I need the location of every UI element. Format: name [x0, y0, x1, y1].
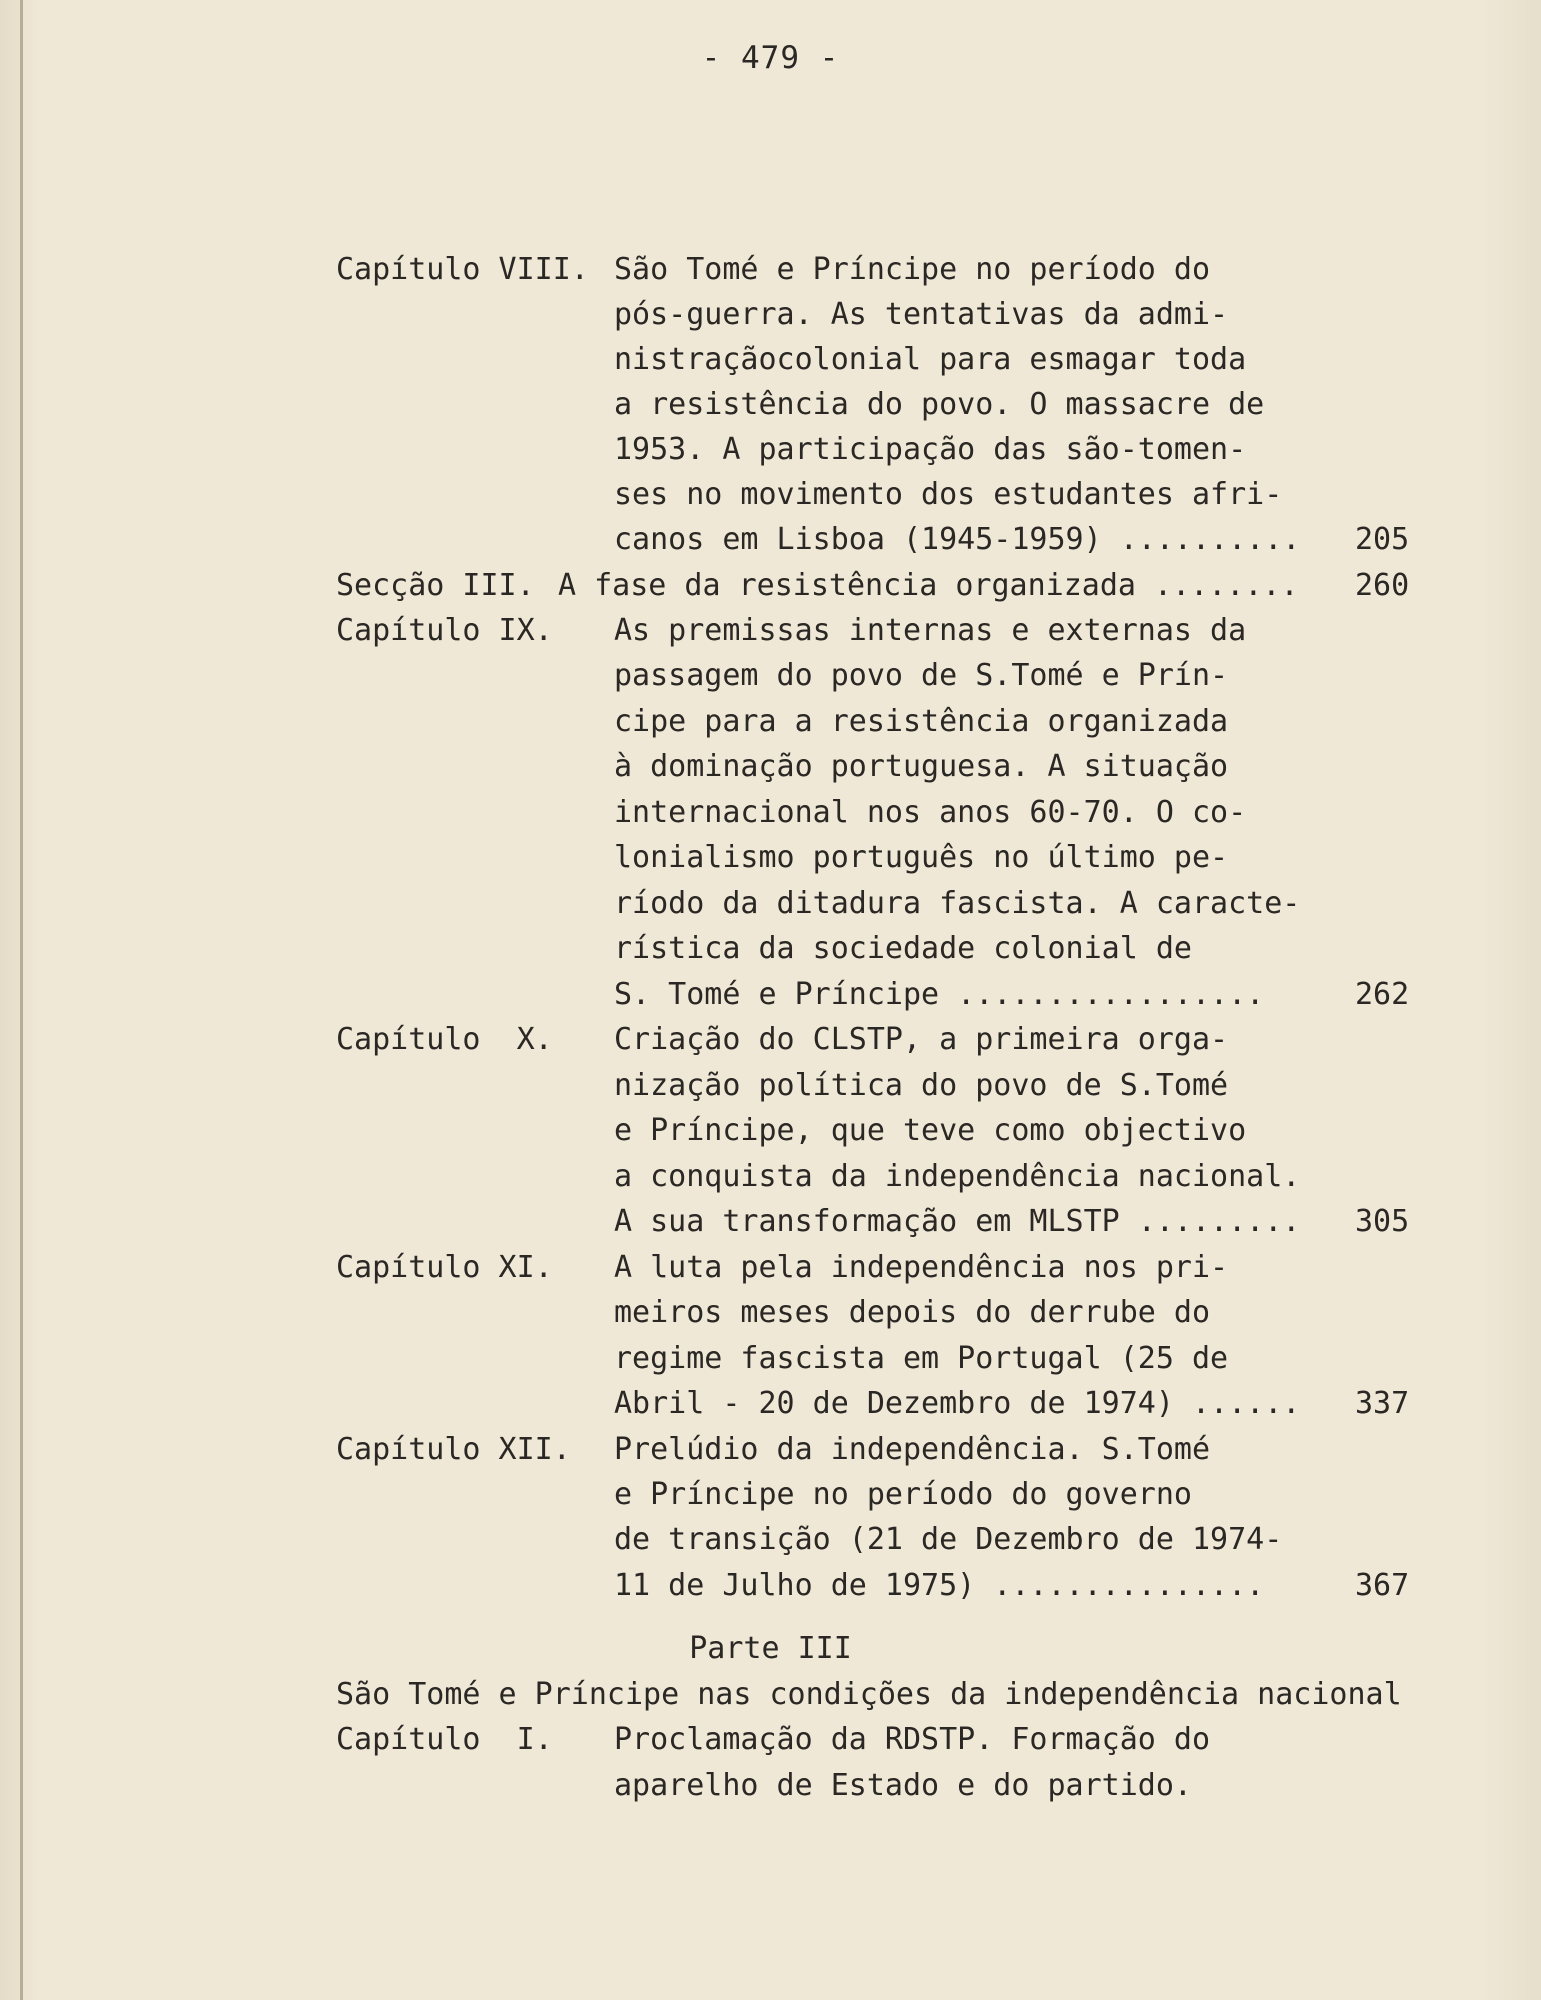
entry-line: canos em Lisboa (1945-1959) .......... [614, 522, 1301, 557]
section-label: Secção III. [336, 568, 535, 603]
entry-line: nização política do povo de S.Tomé [614, 1068, 1229, 1103]
page-number: - 479 - [701, 40, 840, 76]
page-ref: 262 [1355, 977, 1410, 1012]
chapter-label: Capítulo IX. [336, 613, 553, 648]
entry-line: meiros meses depois do derrube do [614, 1295, 1211, 1330]
part-title: São Tomé e Príncipe nas condições da independência nacional [336, 1677, 1402, 1712]
entry-line: e Príncipe, que teve como objectivo [614, 1113, 1247, 1148]
entry-line: Abril - 20 de Dezembro de 1974) ...... [614, 1386, 1301, 1421]
entry-line: nistraçãocolonial para esmagar toda [614, 342, 1247, 377]
entry-line: e Príncipe no período do governo [614, 1477, 1192, 1512]
entry-line: 11 de Julho de 1975) ............... [614, 1568, 1265, 1603]
entry-line: a resistência do povo. O massacre de [614, 387, 1265, 422]
chapter-label: Capítulo XI. [336, 1250, 553, 1285]
entry-line: rística da sociedade colonial de [614, 931, 1192, 966]
entry-line: a conquista da independência nacional. [614, 1159, 1301, 1194]
entry-line: internacional nos anos 60-70. O co- [614, 795, 1247, 830]
entry-line: S. Tomé e Príncipe ................. [614, 977, 1265, 1012]
page-ref: 367 [1355, 1568, 1410, 1603]
chapter-label: Capítulo X. [336, 1022, 553, 1057]
entry-line: A luta pela independência nos pri- [614, 1250, 1229, 1285]
part-heading: Parte III [689, 1631, 852, 1666]
entry-line: regime fascista em Portugal (25 de [614, 1341, 1229, 1376]
entry-line: A fase da resistência organizada ........ [558, 568, 1299, 603]
entry-line: A sua transformação em MLSTP ......... [614, 1204, 1301, 1239]
entry-line: 1953. A participação das são-tomen- [614, 432, 1247, 467]
binding-edge [20, 0, 23, 2000]
page-ref: 337 [1355, 1386, 1410, 1421]
entry-line: pós-guerra. As tentativas da admi- [614, 297, 1229, 332]
entry-line: Criação do CLSTP, a primeira orga- [614, 1022, 1229, 1057]
chapter-label: Capítulo I. [336, 1722, 553, 1757]
page-ref: 260 [1355, 568, 1410, 603]
entry-line: São Tomé e Príncipe no período do [614, 252, 1211, 287]
entry-line: aparelho de Estado e do partido. [614, 1768, 1192, 1803]
entry-line: cipe para a resistência organizada [614, 704, 1229, 739]
entry-line: Proclamação da RDSTP. Formação do [614, 1722, 1211, 1757]
entry-line: ses no movimento dos estudantes afri- [614, 477, 1283, 512]
chapter-label: Capítulo XII. [336, 1432, 571, 1467]
entry-line: à dominação portuguesa. A situação [614, 749, 1229, 784]
page-ref: 305 [1355, 1204, 1410, 1239]
chapter-label: Capítulo VIII. [336, 252, 589, 287]
entry-line: passagem do povo de S.Tomé e Prín- [614, 658, 1229, 693]
entry-line: Prelúdio da independência. S.Tomé [614, 1432, 1211, 1467]
entry-line: ríodo da ditadura fascista. A caracte- [614, 886, 1301, 921]
page-ref: 205 [1355, 522, 1410, 557]
entry-line: lonialismo português no último pe- [614, 840, 1229, 875]
entry-line: de transição (21 de Dezembro de 1974- [614, 1522, 1283, 1557]
entry-line: As premissas internas e externas da [614, 613, 1247, 648]
